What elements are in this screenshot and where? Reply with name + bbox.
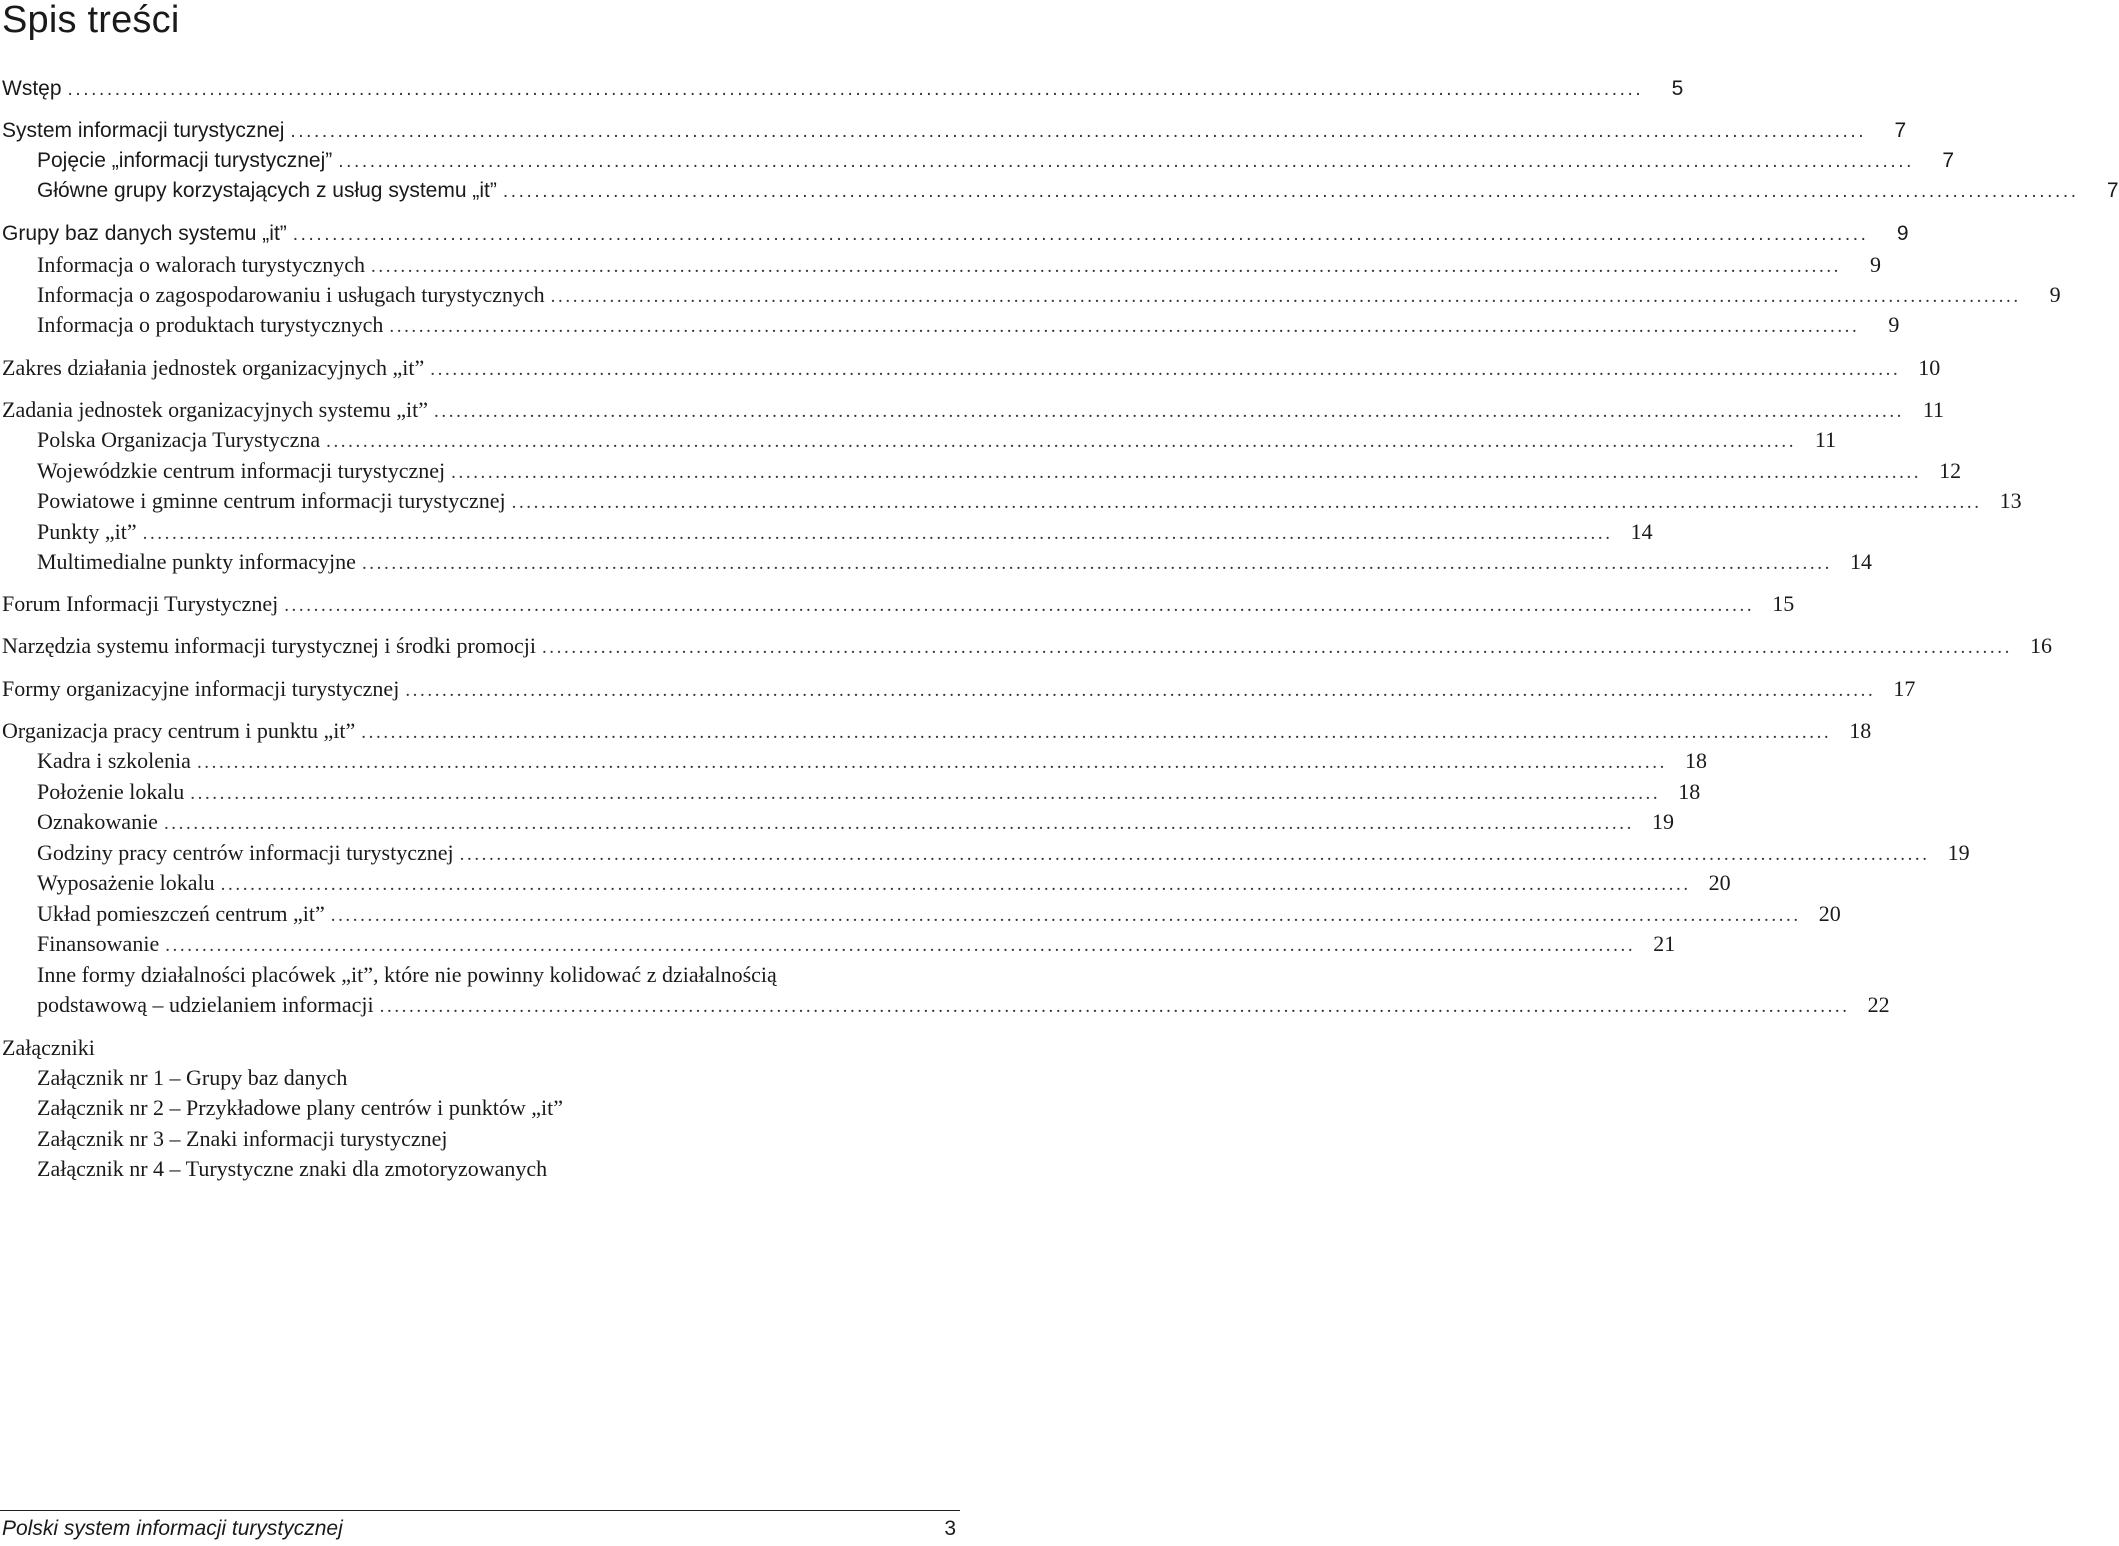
toc-subentry[interactable] (37, 176, 2119, 206)
toc-entry[interactable] (2, 219, 1909, 249)
toc-entry-title: Położenie lokalu (37, 779, 185, 804)
toc-page-number: 15 (1772, 591, 1795, 616)
appendix-item[interactable]: Załącznik nr 4 – Turystyczne znaki dla zmotoryzowanych (37, 1156, 548, 1181)
toc-subentry[interactable] (37, 456, 1962, 486)
toc-subentry[interactable] (37, 777, 1701, 807)
toc-leader-dots: ........................................................................................................................................................................................................ (165, 935, 1636, 956)
toc-subentry[interactable] (37, 280, 2061, 310)
toc-entry-title: Informacja o zagospodarowaniu i usługach turystycznych (37, 282, 545, 307)
toc-entry-title: Powiatowe i gminne centrum informacji turystycznej (37, 488, 506, 513)
toc-entry-title: Układ pomieszczeń centrum „it” (37, 901, 325, 926)
toc-entry-title: Wyposażenie lokalu (37, 870, 215, 895)
toc-leader-dots: ........................................................................................................................................................................................................ (67, 79, 1644, 100)
toc-leader-dots: ........................................................................................................................................................................................................ (371, 256, 1842, 277)
toc-entry-title: Główne grupy korzystających z usług systemu „it” (37, 179, 497, 202)
toc-page-number: 12 (1939, 458, 1962, 483)
toc-leader-dots: ........................................................................................................................................................................................................ (502, 181, 2079, 202)
toc-leader-dots: ........................................................................................................................................................................................................ (190, 783, 1661, 804)
toc-subentry[interactable] (37, 486, 2022, 516)
toc-leader-dots: ........................................................................................................................................................................................................ (326, 431, 1797, 452)
toc-page-number: 5 (1671, 77, 1684, 100)
toc-entry[interactable] (2, 674, 1916, 704)
toc-entry-title: Forum Informacji Turystycznej (2, 591, 279, 616)
toc-entry-title: Polska Organizacja Turystyczna (37, 427, 321, 452)
toc-leader-dots: ........................................................................................................................................................................................................ (434, 401, 1905, 422)
toc-leader-dots: ........................................................................................................................................................................................................ (220, 874, 1691, 895)
toc-entry-title: Organizacja pracy centrum i punktu „it” (2, 718, 356, 743)
toc-entry-title: Zakres działania jednostek organizacyjnych „it” (2, 355, 425, 380)
toc-page-number: 13 (1999, 488, 2022, 513)
toc-leader-dots: ........................................................................................................................................................................................................ (290, 121, 1867, 142)
toc-leader-dots: ........................................................................................................................................................................................................ (550, 286, 2021, 307)
toc-subentry[interactable] (37, 807, 1674, 837)
toc-entry-title: Wojewódzkie centrum informacji turystycznej (37, 458, 446, 483)
toc-page-number: 18 (1684, 748, 1707, 773)
toc-subentry[interactable] (37, 838, 1970, 868)
toc-page-number: 14 (1849, 549, 1872, 574)
toc-page-number: 7 (2106, 179, 2119, 202)
toc-leader-dots: ........................................................................................................................................................................................................ (451, 462, 1922, 483)
toc-leader-dots: ........................................................................................................................................................................................................ (511, 492, 1982, 513)
toc-entry[interactable] (2, 395, 1945, 425)
toc-subentry[interactable] (37, 425, 1837, 455)
toc-leader-dots: ........................................................................................................................................................................................................ (459, 844, 1930, 865)
appendix-item[interactable]: Załącznik nr 2 – Przykładowe plany centrów i punktów „it” (37, 1095, 564, 1120)
toc-page-number: 16 (2029, 633, 2052, 658)
appendices-heading: Załączniki (2, 1035, 95, 1060)
toc-leader-dots: ........................................................................................................................................................................................................ (196, 752, 1667, 773)
toc-entry[interactable] (2, 116, 1907, 146)
toc-page-number: 9 (1888, 312, 1900, 337)
toc-entry-title: Godziny pracy centrów informacji turystycznej (37, 840, 454, 865)
toc-leader-dots: ........................................................................................................................................................................................................ (361, 722, 1832, 743)
footer-page-number: 3 (944, 1517, 956, 1540)
toc-subentry[interactable] (37, 310, 1900, 340)
footer-divider (0, 1510, 960, 1511)
toc-subentry[interactable] (37, 899, 1841, 929)
toc-entry-title: Punkty „it” (37, 519, 137, 544)
toc-leader-dots: ........................................................................................................................................................................................................ (361, 553, 1832, 574)
toc-subentry[interactable] (37, 250, 1882, 280)
toc-page-number: 9 (1870, 252, 1882, 277)
toc-entry-title: Formy organizacyjne informacji turystycznej (2, 676, 400, 701)
toc-leader-dots: ........................................................................................................................................................................................................ (292, 224, 1869, 245)
toc-entry-title: Narzędzia systemu informacji turystycznej i środki promocji (2, 633, 536, 658)
toc-entry-title: Pojęcie „informacji turystycznej” (37, 149, 333, 172)
toc-leader-dots: ........................................................................................................................................................................................................ (142, 523, 1613, 544)
toc-subentry[interactable] (37, 547, 1872, 577)
toc-entry-title: Grupy baz danych systemu „it” (2, 222, 287, 245)
appendix-item[interactable]: Załącznik nr 1 – Grupy baz danych (37, 1065, 348, 1090)
footer-title: Polski system informacji turystycznej (2, 1517, 343, 1540)
toc-page-number: 19 (1651, 809, 1674, 834)
appendix-item[interactable]: Załącznik nr 3 – Znaki informacji turystycznej (37, 1126, 448, 1151)
toc-subentry[interactable] (37, 746, 1707, 776)
toc-entry-title: Multimedialne punkty informacyjne (37, 549, 356, 574)
toc-leader-dots: ........................................................................................................................................................................................................ (163, 813, 1634, 834)
toc-page-number: 21 (1653, 931, 1676, 956)
toc-leader-dots: ........................................................................................................................................................................................................ (330, 905, 1801, 926)
toc-leader-dots: ........................................................................................................................................................................................................ (284, 595, 1755, 616)
toc-page-number: 17 (1893, 676, 1916, 701)
toc-page-number: 20 (1708, 870, 1731, 895)
toc-subentry[interactable] (37, 868, 1731, 898)
toc-entry-title: podstawową – udzielaniem informacji (37, 992, 374, 1017)
toc-page-number: 20 (1818, 901, 1841, 926)
toc-page-number: 18 (1849, 718, 1872, 743)
toc-page-number: 22 (1867, 992, 1890, 1017)
toc-entry-title: Zadania jednostek organizacyjnych systemu „it” (2, 397, 429, 422)
toc-page-number: 11 (1922, 397, 1945, 422)
toc-page-number: 10 (1918, 355, 1941, 380)
page-title: Spis treści (2, 0, 180, 41)
toc-page-number: 18 (1678, 779, 1701, 804)
toc-subentry[interactable] (37, 517, 1653, 547)
toc-entry[interactable] (2, 589, 1795, 619)
toc-entry-title: Wstęp (2, 77, 62, 100)
toc-subentry[interactable] (37, 929, 1676, 959)
toc-entry[interactable] (2, 716, 1872, 746)
toc-page-number: 9 (2049, 282, 2061, 307)
toc-subentry[interactable] (37, 990, 1890, 1020)
toc-entry[interactable] (2, 74, 1684, 104)
toc-leader-dots: ........................................................................................................................................................................................................ (389, 316, 1860, 337)
toc-entry-title: Informacja o produktach turystycznych (37, 312, 384, 337)
toc-leader-dots: ........................................................................................................................................................................................................ (430, 359, 1901, 380)
toc-leader-dots: ........................................................................................................................................................................................................ (338, 151, 1915, 172)
toc-leader-dots: ........................................................................................................................................................................................................ (405, 680, 1876, 701)
toc-entry[interactable] (2, 353, 1941, 383)
toc-entry-title: System informacji turystycznej (2, 119, 285, 142)
toc-page-number: 19 (1947, 840, 1970, 865)
toc-page-number: 7 (1942, 149, 1955, 172)
toc-entry[interactable] (2, 631, 2052, 661)
toc-subentry[interactable] (37, 146, 1955, 176)
toc-page-number: 11 (1814, 427, 1837, 452)
toc-leader-dots: ........................................................................................................................................................................................................ (379, 996, 1850, 1017)
toc-entry-title: Finansowanie (37, 931, 160, 956)
toc-entry-title: Informacja o walorach turystycznych (37, 252, 366, 277)
toc-entry-title: Kadra i szkolenia (37, 748, 191, 773)
toc-page-number: 9 (1896, 222, 1909, 245)
toc-subentry-first-line[interactable]: Inne formy działalności placówek „it”, które nie powinny kolidować z działalnością (37, 962, 777, 987)
toc-page-number: 14 (1630, 519, 1653, 544)
toc-page-number: 7 (1894, 119, 1907, 142)
toc-leader-dots: ........................................................................................................................................................................................................ (541, 637, 2012, 658)
toc-entry-title: Oznakowanie (37, 809, 158, 834)
